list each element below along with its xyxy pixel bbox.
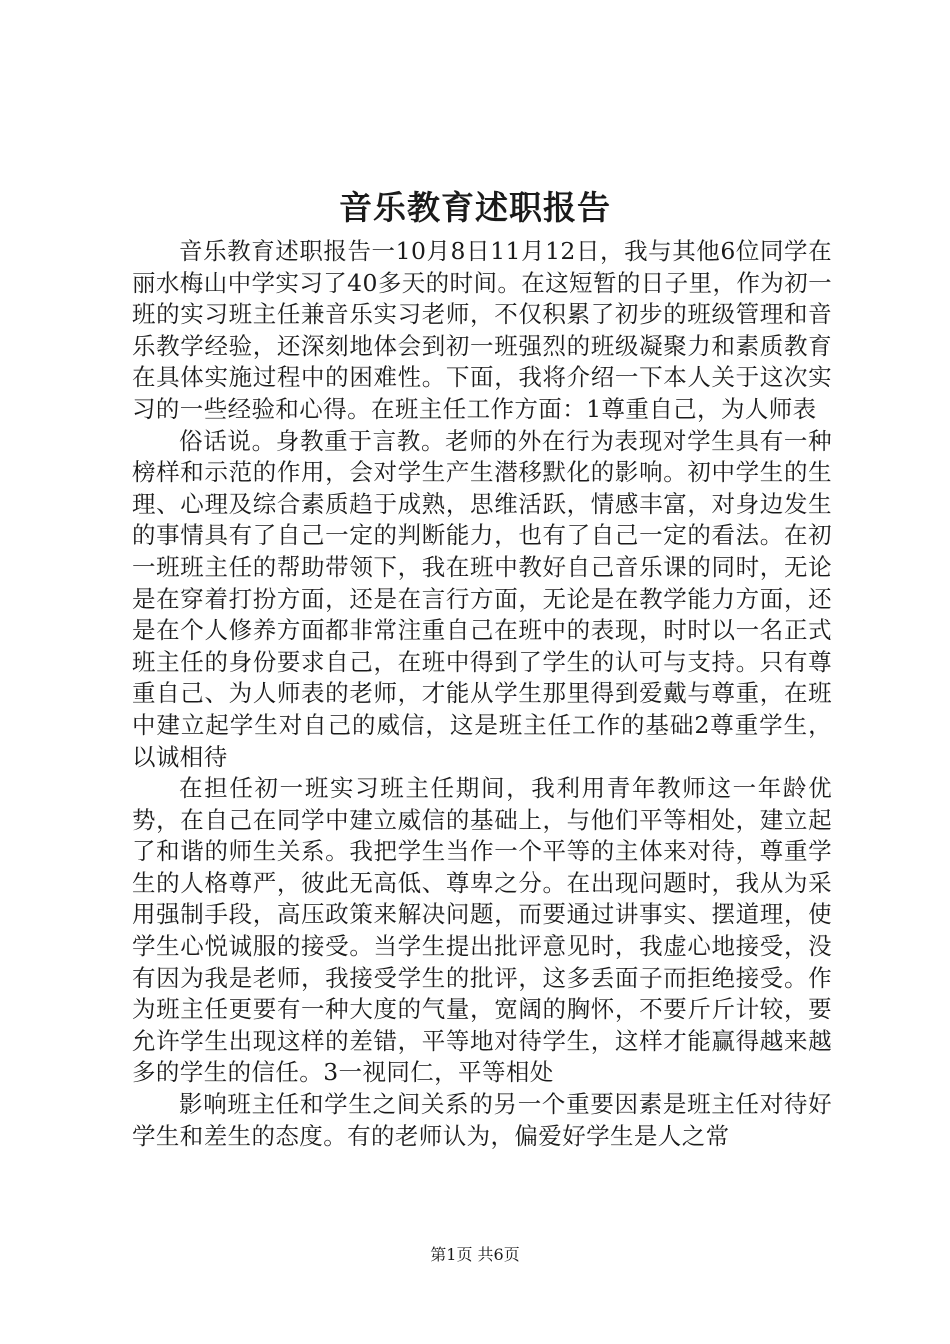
page-number-footer: 第1页 共6页: [430, 1245, 520, 1264]
document-title: 音乐教育述职报告: [339, 188, 611, 227]
document-body: [132, 236, 832, 1152]
paragraph-4: 影响班主任和学生之间关系的另一个重要因素是班主任对待好学生和差生的态度。有的老师认为，偏爱好学生是人之常: [132, 1090, 832, 1150]
paragraph-1: 音乐教育述职报告一10月8日11月12日，我与其他6位同学在丽水梅山中学实习了40多天的时间。在这短暂的日子里，作为初一班的实习班主任兼音乐实习老师，不仅积累了初步的班级管理和音乐教学经验，还深刻地体会到初一班强烈的班级凝聚力和素质教育在具体实施过程中的困难性。下面，我将介绍一下本人关于这次实习的一些经验和心得。在班主任工作方面：1尊重自己，为人师表: [132, 237, 832, 423]
paragraph-2: 俗话说。身教重于言教。老师的外在行为表现对学生具有一种榜样和示范的作用，会对学生产生潜移默化的影响。初中学生的生理、心理及综合素质趋于成熟，思维活跃，情感丰富，对身边发生的事情具有了自己一定的判断能力，也有了自己一定的看法。在初一班班主任的帮助带领下，我在班中教好自己音乐课的同时，无论是在穿着打扮方面，还是在言行方面，无论是在教学能力方面，还是在个人修养方面都非常注重自己在班中的表现，时时以一名正式班主任的身份要求自己，在班中得到了学生的认可与支持。只有尊重自己、为人师表的老师，才能从学生那里得到爱戴与尊重，在班中建立起学生对自己的威信，这是班主任工作的基础2尊重学生，以诚相待: [132, 426, 832, 771]
paragraph-3: 在担任初一班实习班主任期间，我利用青年教师这一年龄优势，在自己在同学中建立威信的基础上，与他们平等相处，建立起了和谐的师生关系。我把学生当作一个平等的主体来对待，尊重学生的人格尊严，彼此无高低、尊卑之分。在出现问题时，我从为采用强制手段，高压政策来解决问题，而要通过讲事实、摆道理，使学生心悦诚服的接受。当学生提出批评意见时，我虚心地接受，没有因为我是老师，我接受学生的批评，这多丢面子而拒绝接受。作为班主任更要有一种大度的气量，宽阔的胸怀，不要斤斤计较，要允许学生出现这样的差错，平等地对待学生，这样才能赢得越来越多的学生的信任。3一视同仁，平等相处: [132, 774, 832, 1087]
